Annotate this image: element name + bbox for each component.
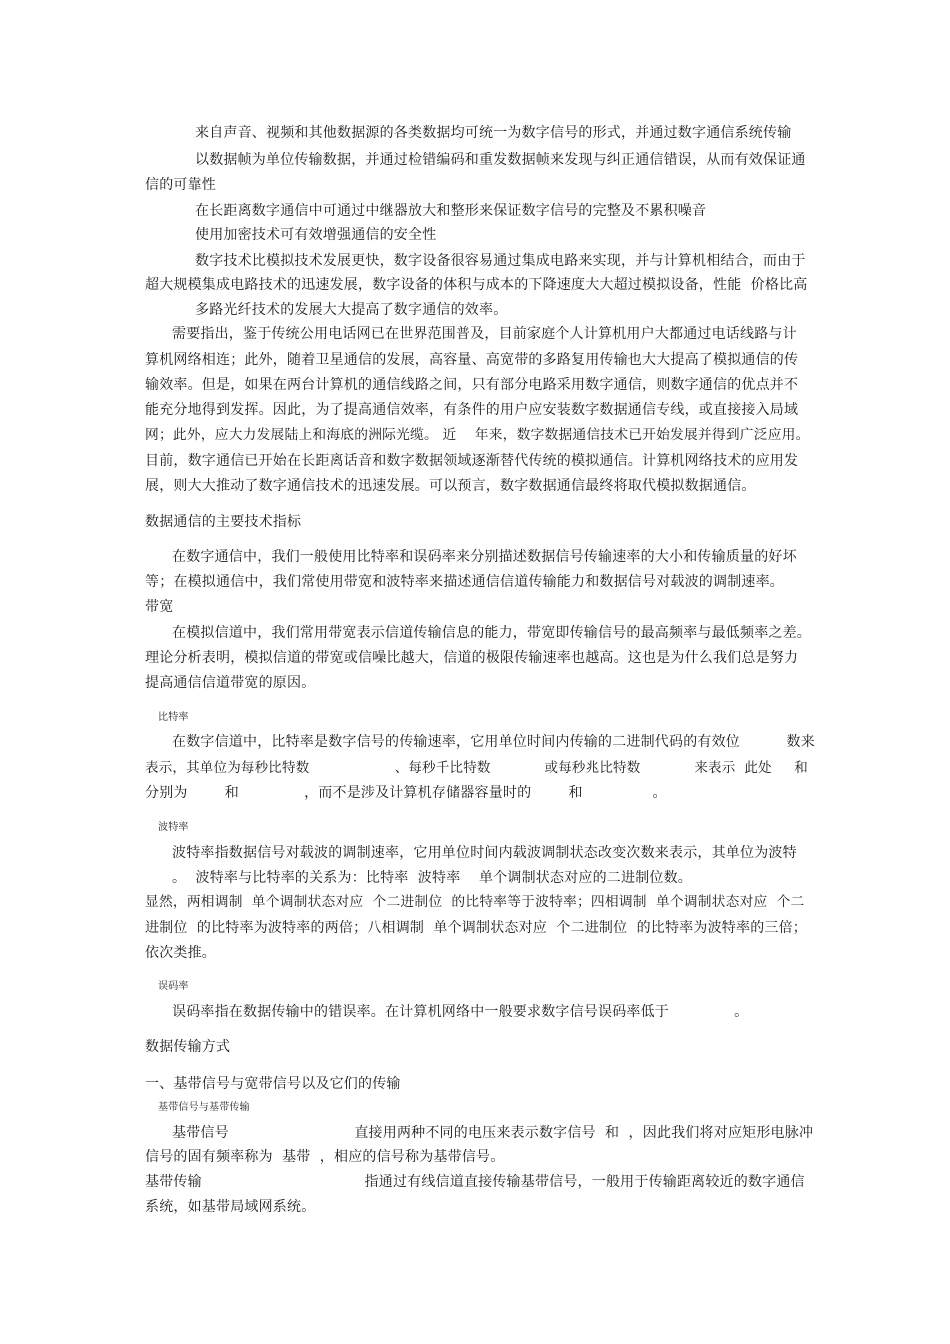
text-line: 基带传输 指通过有线信道直接传输基带信号，一般用于传输距离较近的数字通信 (145, 1174, 805, 1190)
text-line: 超大规模集成电路技术的迅速发展，数字设备的体积与成本的下降速度大大超过模拟设备，性能 价格比高 (145, 277, 808, 293)
text-line: 能充分地得到发挥。因此，为了提高通信效率，有条件的用户应安装数字数据通信专线，或直接接入局域 (145, 402, 799, 418)
text-line: 以数据帧为单位传输数据，并通过检错编码和重发数据帧来发现与纠正通信错误，从而有效保证通 (195, 152, 806, 168)
subsection-heading: 波特率 (158, 822, 189, 833)
text-line: 信号的固有频率称为 基带 ，相应的信号称为基带信号。 (145, 1149, 505, 1165)
text-line: 需要指出，鉴于传统公用电话网已在世界范围普及，目前家庭个人计算机用户大都通过电话线路与计 (172, 326, 797, 342)
text-line: 分别为 和 ，而不是涉及计算机存储器容量时的 和 。 (145, 785, 667, 801)
text-line: 误码率指在数据传输中的错误率。在计算机网络中一般要求数字信号误码率低于 。 (172, 1004, 749, 1020)
text-line: 网；此外，应大力发展陆上和海底的洲际光缆。 近 年来，数字数据通信技术已开始发展并得到广泛应用。 (145, 427, 810, 443)
text-line: 算机网络相连；此外，随着卫星通信的发展，高容量、高宽带的多路复用传输也大大提高了模拟通信的传 (145, 352, 799, 368)
text-line: 进制位 的比特率为波特率的两倍；八相调制 单个调制状态对应 个二进制位 的比特率为波特率的三倍； (145, 920, 807, 936)
text-line: 数字技术比模拟技术发展更快，数字设备很容易通过集成电路来实现，并与计算机相结合，而由于 (195, 253, 806, 269)
text-line: 在模拟信道中，我们常用带宽表示信道传输信息的能力，带宽即传输信号的最高频率与最低频率之差。 (172, 625, 811, 641)
section-heading: 数据通信的主要技术指标 (145, 514, 302, 530)
text-line: 依次类推。 (145, 945, 216, 961)
subsection-heading: 带宽 (145, 599, 174, 615)
text-line: 表示，其单位为每秒比特数 、每秒千比特数 或每秒兆比特数 来表示 此处 和 (145, 760, 808, 776)
text-line: 在数字通信中，我们一般使用比特率和误码率来分别描述数据信号传输速率的大小和传输质量的好坏 (172, 549, 797, 565)
text-line: 提高通信信道带宽的原因。 (145, 675, 316, 691)
subsection-heading: 基带信号与基带传输 (158, 1102, 250, 1113)
text-line: 输效率。但是，如果在两台计算机的通信线路之间，只有部分电路采用数字通信，则数字通信的优点并不 (145, 377, 799, 393)
text-line: 展，则大大推动了数字通信技术的迅速发展。可以预言，数字数据通信最终将取代模拟数据通信。 (145, 478, 756, 494)
section-heading: 数据传输方式 (145, 1039, 231, 1055)
subsection-heading: 比特率 (158, 712, 189, 723)
text-line: 理论分析表明，模拟信道的带宽或信噪比越大，信道的极限传输速率也越高。这也是为什么我们总是努力 (145, 650, 799, 666)
text-line: 多路光纤技术的发展大大提高了数字通信的效率。 (195, 302, 508, 318)
text-line: 波特率指数据信号对载波的调制速率，它用单位时间内载波调制状态改变次数来表示，其单位为波特 (172, 845, 797, 861)
text-line: 显然，两相调制 单个调制状态对应 个二进制位 的比特率等于波特率；四相调制 单个调制状态对应 个二 (145, 894, 805, 910)
subsection-heading: 误码率 (158, 981, 189, 992)
text-line: 来自声音、视频和其他数据源的各类数据均可统一为数字信号的形式，并通过数字通信系统传输 (195, 125, 792, 141)
text-line: 目前，数字通信已开始在长距离话音和数字数据领域逐渐替代传统的模拟通信。计算机网络技术的应用发 (145, 453, 799, 469)
text-line: 。 波特率与比特率的关系为：比特率 波特率 单个调制状态对应的二进制位数。 (172, 870, 692, 886)
text-line: 信的可靠性 (145, 177, 216, 193)
text-line: 在长距离数字通信中可通过中继器放大和整形来保证数字信号的完整及不累积噪音 (195, 203, 707, 219)
subsection-heading: 一、基带信号与宽带信号以及它们的传输 (145, 1076, 401, 1092)
text-line: 等；在模拟通信中，我们常使用带宽和波特率来描述通信信道传输能力和数据信号对载波的调制速率。 (145, 574, 784, 590)
text-line: 基带信号 直接用两种不同的电压来表示数字信号 和 ，因此我们将对应矩形电脉冲 (172, 1125, 814, 1141)
text-line: 使用加密技术可有效增强通信的安全性 (195, 227, 437, 243)
text-line: 在数字信道中，比特率是数字信号的传输速率，它用单位时间内传输的二进制代码的有效位 数来 (172, 734, 815, 750)
text-line: 系统，如基带局域网系统。 (145, 1199, 316, 1215)
